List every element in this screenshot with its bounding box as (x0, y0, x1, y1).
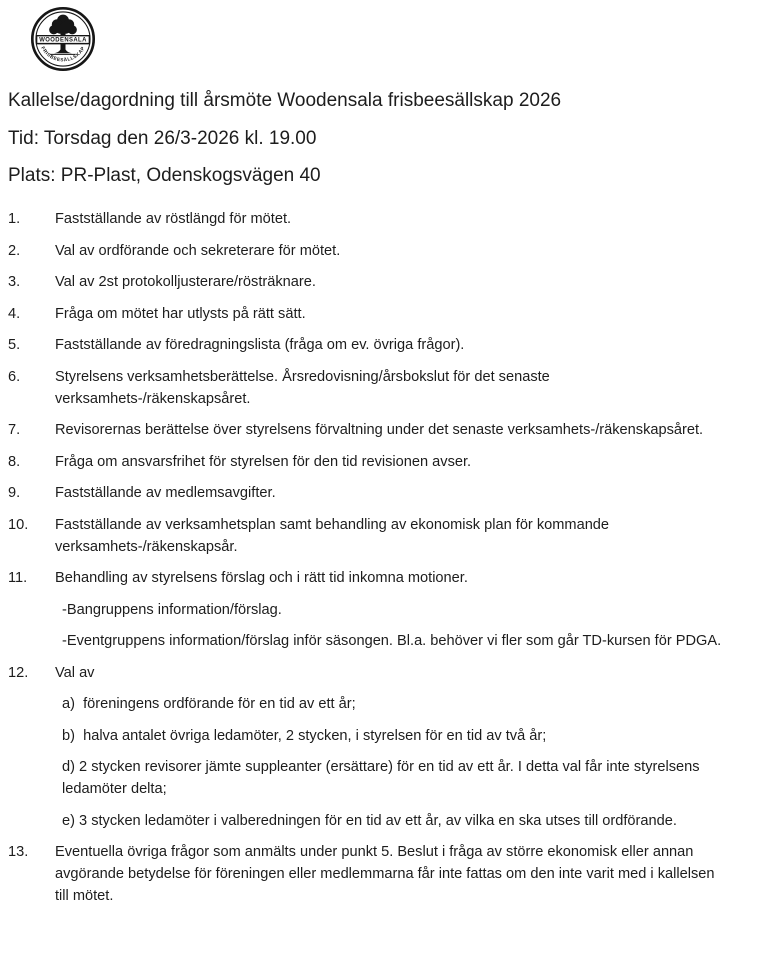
agenda-item-11 (8, 567, 770, 652)
agenda-item-7 (8, 419, 770, 441)
item-text: Revisorernas berättelse över styrelsens förvaltning under det senaste verksamhets-/räkenskapsåret. (55, 422, 704, 438)
item-text: Fastställande av föredragningslista (fråga om ev. övriga frågor). (55, 337, 465, 353)
sub-item-bangruppen: -Bangruppens information/förslag. (62, 601, 282, 618)
item-number: 7. (8, 422, 21, 438)
item-number: 11. (8, 570, 28, 586)
item-number: 4. (8, 305, 21, 322)
agenda-item-10 (8, 514, 770, 558)
agenda-item-13 (8, 841, 770, 907)
document-title: Kallelse/dagordning till årsmöte Woodensala frisbeesällskap 2026 (8, 90, 562, 111)
item-text: Fråga om mötet har utlysts på rätt sätt. (55, 305, 306, 322)
logo-banner-text: WOODENSALA (39, 37, 87, 44)
item-number: 6. (8, 368, 21, 385)
item-text: Fastställande av verksamhetsplan samt behandling av ekonomisk plan för kommande verksamhets-/räkenskapsår. (55, 516, 610, 555)
agenda-item-8 (8, 451, 770, 473)
item-number: 8. (8, 453, 21, 470)
item-number: 5. (8, 337, 21, 353)
item-text: Styrelsens verksamhetsberättelse. Årsredovisning/årsbokslut för det senaste verksamhets-/räkenskapsåret. (55, 368, 550, 407)
item-text: Val av ordförande och sekreterare för mötet. (55, 242, 341, 259)
item-text: Behandling av styrelsens förslag och i rätt tid inkomna motioner. (55, 570, 468, 586)
item-text: Val av 2st protokolljusterare/rösträknare. (55, 274, 316, 290)
item-number: 13. (8, 844, 29, 860)
meeting-time: Tid: Torsdag den 26/3-2026 kl. 19.00 (8, 128, 317, 149)
item-number: 9. (8, 485, 21, 501)
agenda-item-12 (8, 662, 770, 832)
item-text: Eventuella övriga frågor som anmälts under punkt 5. Beslut i fråga av större ekonomisk eller annan avgörande betydelse för föreningen eller medlemmarna får inte fattas om den inte varit med i kallelsen till mötet. (55, 844, 715, 904)
agenda-item-4 (8, 303, 770, 325)
meeting-location: Plats: PR-Plast, Odenskogsvägen 40 (8, 165, 321, 186)
tree-badge-icon (30, 6, 96, 72)
agenda-list (8, 208, 770, 907)
agenda-item-9 (8, 482, 770, 504)
item-text: Val av (55, 664, 95, 681)
item-text: Fastställande av medlemsavgifter. (55, 485, 276, 501)
document-header (8, 90, 770, 187)
sub-item-a: a) föreningens ordförande för en tid av ett år; (62, 696, 356, 712)
sub-item-b: b) halva antalet övriga ledamöter, 2 stycken, i styrelsen för en tid av två år; (62, 727, 547, 744)
item-number: 1. (8, 211, 21, 227)
item-number: 12. (8, 664, 29, 681)
agenda-item-3 (8, 271, 770, 293)
item-number: 10. (8, 516, 29, 533)
logo-arc-text: FRISBEESÄLLSKAP (39, 46, 87, 64)
club-logo (30, 6, 96, 72)
agenda-item-6 (8, 366, 770, 410)
agenda-item-5 (8, 334, 770, 356)
sub-item-e: e) 3 stycken ledamöter i valberedningen för en tid av ett år, av vilka en ska utses till ordförande. (62, 812, 677, 829)
sub-item-d: d) 2 stycken revisorer jämte suppleanter (ersättare) för en tid av ett år. I detta val får inte styrelsens ledamöter delta; (62, 759, 704, 797)
agenda-item-2 (8, 240, 770, 262)
item-text: Fastställande av röstlängd för mötet. (55, 211, 292, 227)
item-number: 2. (8, 242, 21, 259)
sub-item-eventgruppen: -Eventgruppens information/förslag inför säsongen. Bl.a. behöver vi fler som går TD-kursen för PDGA. (62, 633, 722, 649)
item-text: Fråga om ansvarsfrihet för styrelsen för den tid revisionen avser. (55, 453, 472, 470)
item-number: 3. (8, 274, 21, 290)
agenda-item-1 (8, 208, 770, 230)
